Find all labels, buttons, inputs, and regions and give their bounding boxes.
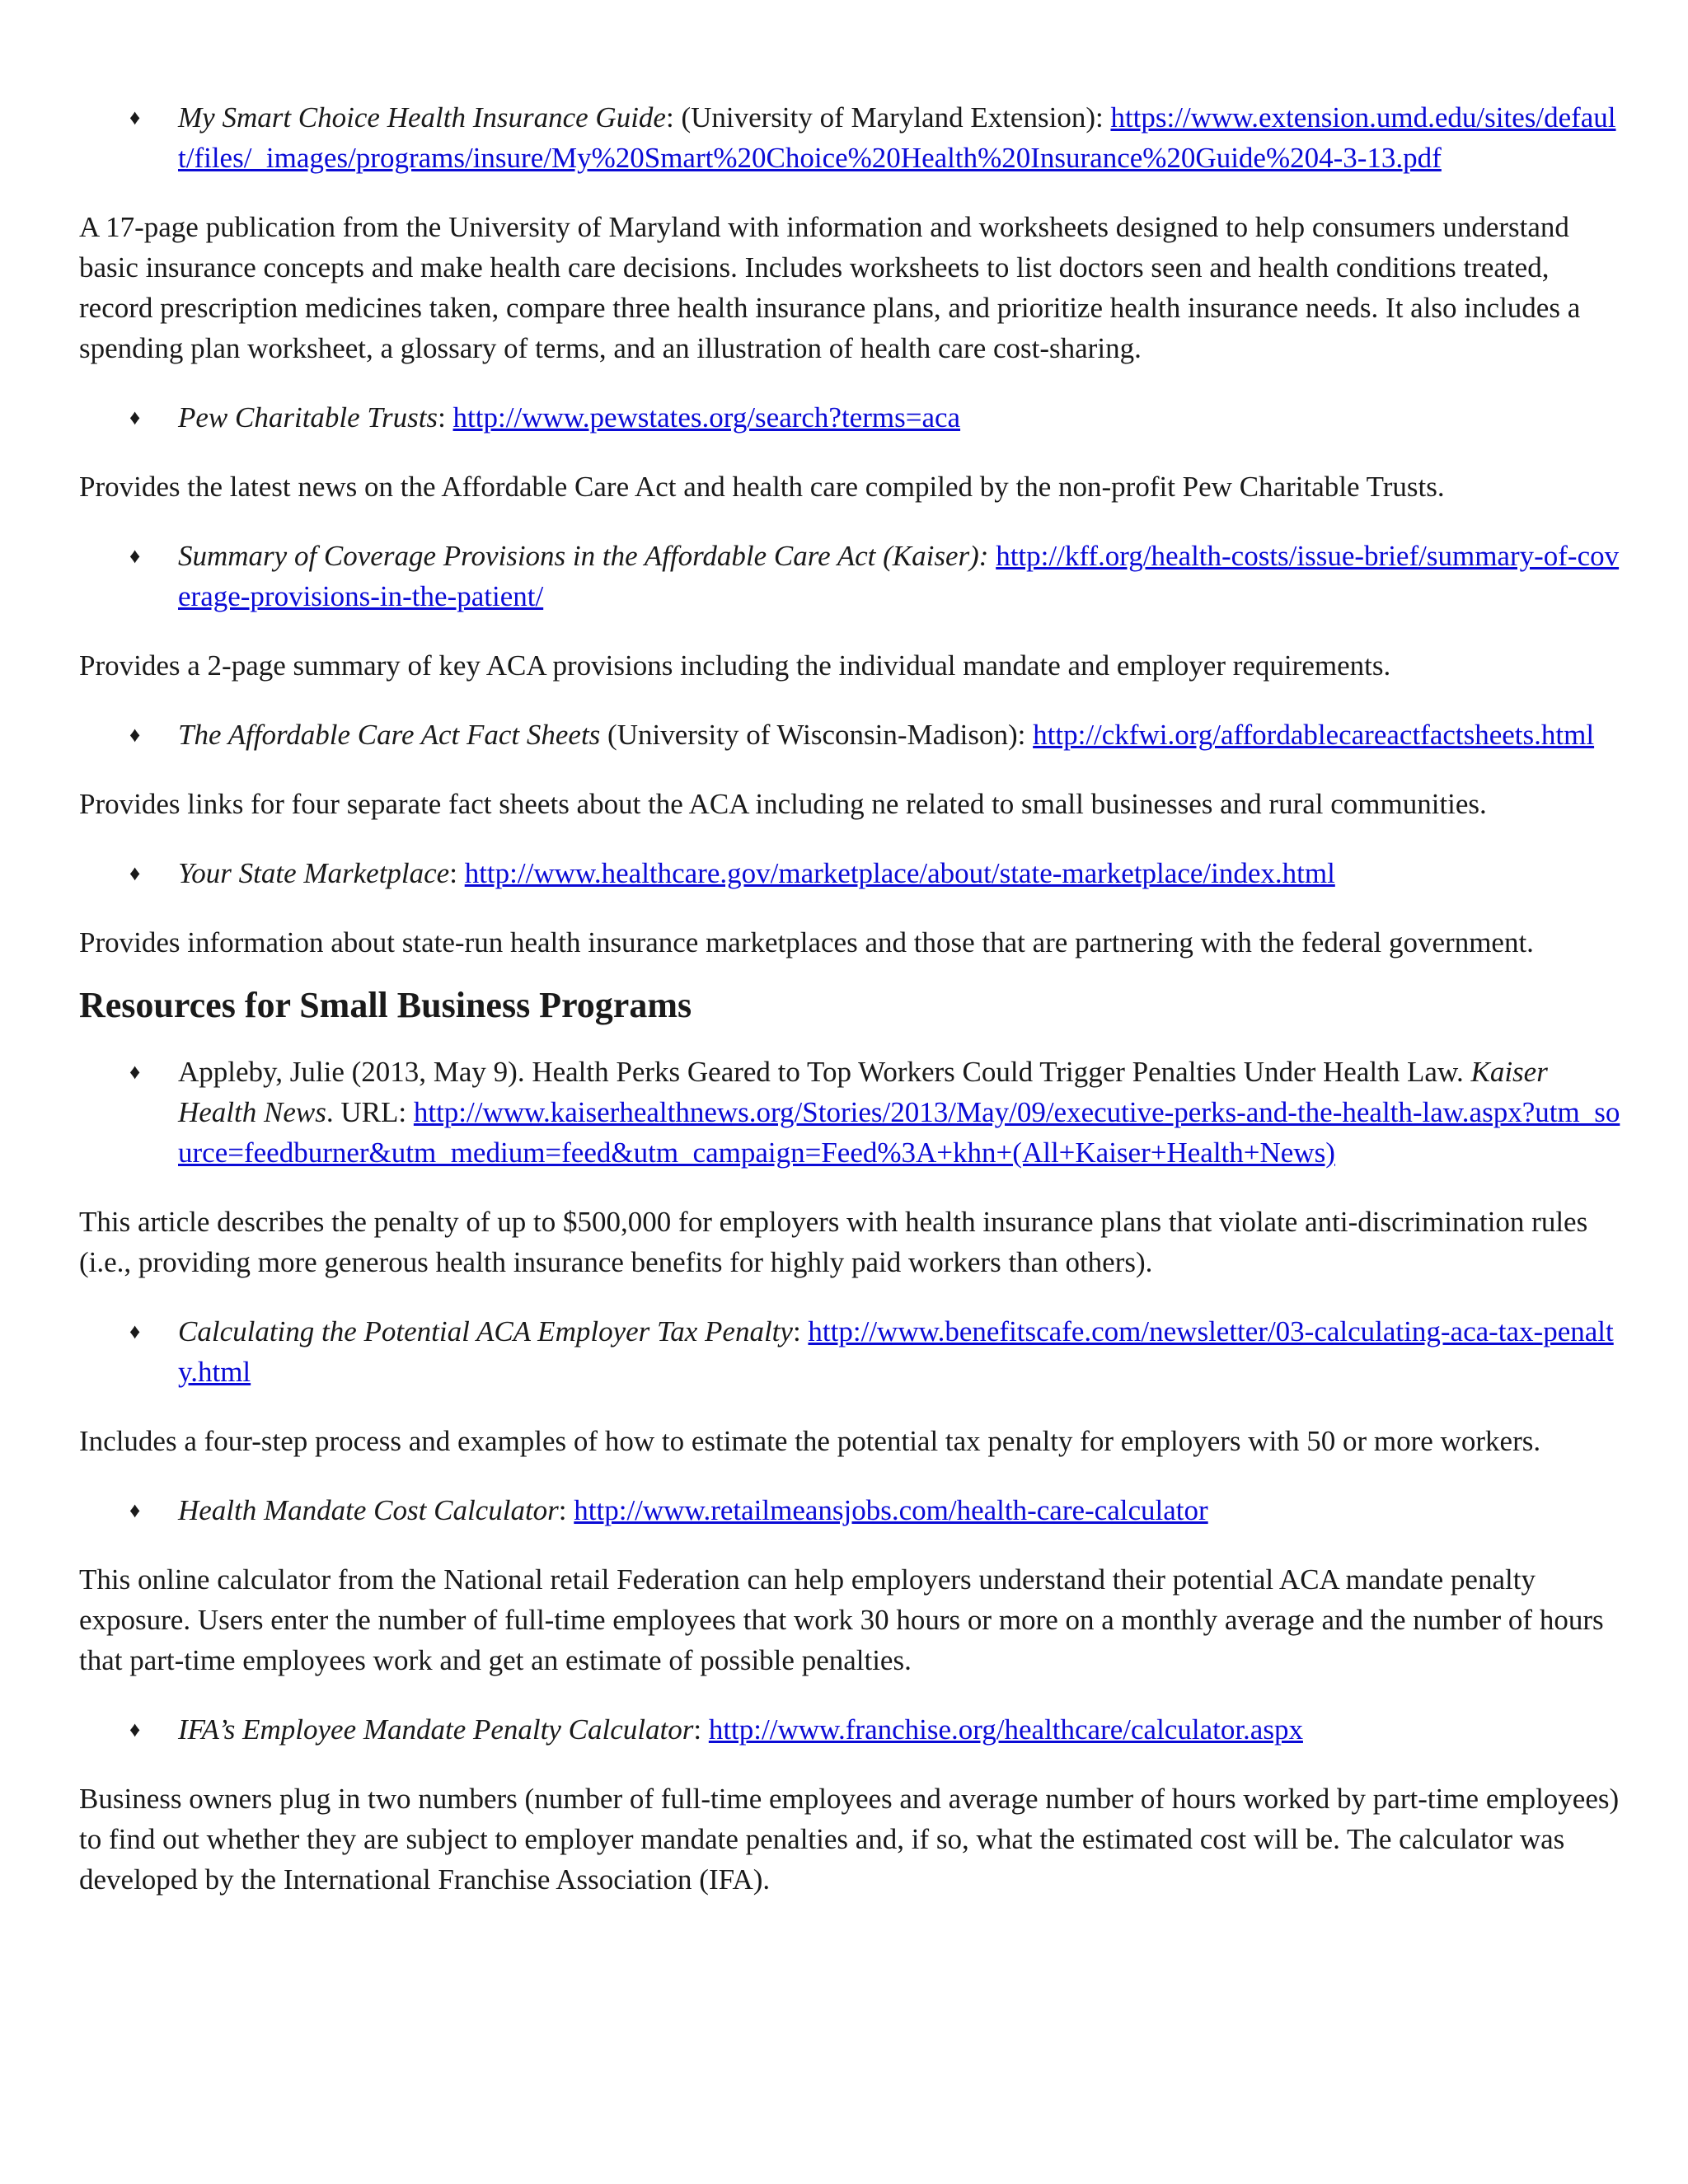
resource-title: Summary of Coverage Provisions in the Affordable Care Act (Kaiser): xyxy=(178,540,989,572)
resource-description: Provides a 2-page summary of key ACA provisions including the individual mandate and employer requirements. xyxy=(79,649,1391,682)
diamond-bullet-icon: ♦ xyxy=(129,405,141,429)
diamond-bullet-icon: ♦ xyxy=(129,1060,141,1084)
resource-bullet xyxy=(79,1490,1622,1530)
citation-url-label: . URL: xyxy=(326,1096,414,1128)
resource-description: Provides information about state-run health insurance marketplaces and those that are partnering with the federal government. xyxy=(79,926,1534,958)
resource-title: Calculating the Potential ACA Employer Tax Penalty xyxy=(178,1315,793,1347)
resource-source: : xyxy=(558,1494,574,1526)
diamond-bullet-icon: ♦ xyxy=(129,105,141,129)
resource-description: Business owners plug in two numbers (number of full-time employees and average number of hours worked by part-time employees) to find out whether they are subject to employer mandate penalties and, if so, what the estimated cost will be. The calculator was developed by the International Franchise Association (IFA). xyxy=(79,1783,1620,1896)
resource-source: : xyxy=(792,1315,809,1347)
diamond-bullet-icon: ♦ xyxy=(129,861,141,885)
citation-description: This article describes the penalty of up to $500,000 for employers with health insurance plans that violate anti-discrimination rules (i.e., providing more generous health insurance benefits for highly paid workers than others). xyxy=(79,1206,1588,1278)
resource-title: Pew Charitable Trusts xyxy=(178,401,438,434)
resource-bullet xyxy=(79,715,1622,755)
resource-description: Includes a four-step process and examples of how to estimate the potential tax penalty for employers with 50 or more workers. xyxy=(79,1425,1541,1457)
diamond-bullet-icon: ♦ xyxy=(129,544,141,568)
section-heading: Resources for Small Business Programs xyxy=(79,985,692,1025)
resource-source: : xyxy=(438,401,453,434)
diamond-bullet-icon: ♦ xyxy=(129,1498,141,1522)
resource-source: : (University of Maryland Extension): xyxy=(665,101,1111,134)
resource-description: A 17-page publication from the University of Maryland with information and worksheets designed to help consumers understand basic insurance concepts and make health care decisions. Includes worksheets to list doctors seen and health conditions treated, record prescription medicines taken, compare three health insurance plans, and prioritize health insurance needs. It also includes a spending plan worksheet, a glossary of terms, and an illustration of health care cost-sharing. xyxy=(79,211,1581,364)
resource-source: : xyxy=(449,857,465,889)
resource-description: Provides the latest news on the Affordable Care Act and health care compiled by the non-profit Pew Charitable Trusts. xyxy=(79,471,1445,503)
resource-bullet xyxy=(79,853,1622,893)
resource-source xyxy=(988,540,996,572)
resource-description: Provides links for four separate fact sheets about the ACA including ne related to small businesses and rural communities. xyxy=(79,788,1487,820)
resource-title: Health Mandate Cost Calculator xyxy=(178,1494,559,1526)
resource-link[interactable]: http://kff.org/health-costs/issue-brief/summary-of-coverage-provisions-in-the-patient/ xyxy=(178,540,1620,612)
diamond-bullet-icon: ♦ xyxy=(129,723,141,747)
resource-bullet xyxy=(79,1311,1622,1392)
diamond-bullet-icon: ♦ xyxy=(129,1319,141,1343)
resource-source: (University of Wisconsin-Madison): xyxy=(600,719,1034,751)
resource-bullet xyxy=(79,536,1622,616)
resource-link[interactable]: http://www.retailmeansjobs.com/health-care-calculator xyxy=(574,1494,1208,1526)
diamond-bullet-icon: ♦ xyxy=(129,1718,141,1741)
resource-title: Your State Marketplace xyxy=(178,857,450,889)
citation-journal: Kaiser Health News xyxy=(178,1056,1548,1128)
resource-bullet xyxy=(79,97,1622,178)
resource-title: The Affordable Care Act Fact Sheets xyxy=(178,719,601,751)
resource-description: This online calculator from the National retail Federation can help employers understand their potential ACA mandate penalty exposure. Users enter the number of full-time employees that work 30 hours or more on a monthly average and the number of hours that part-time employees work and get an estimate of possible penalties. xyxy=(79,1563,1604,1676)
resource-title: My Smart Choice Health Insurance Guide xyxy=(178,101,666,134)
citation-text: Appleby, Julie (2013, May 9). Health Perks Geared to Top Workers Could Trigger Penalties Under Health Law. xyxy=(178,1056,1471,1088)
resource-link[interactable]: https://www.extension.umd.edu/sites/default/files/_images/programs/insure/My%20Smart%20Choice%20Health%20Insurance%20Guide%204-3-13.pdf xyxy=(178,101,1616,174)
resource-source: : xyxy=(693,1713,709,1746)
resource-link[interactable]: http://www.pewstates.org/search?terms=aca xyxy=(452,401,961,434)
resource-bullet xyxy=(79,1709,1622,1750)
resource-link[interactable]: http://ckfwi.org/affordablecareactfactsheets.html xyxy=(1033,719,1595,751)
resource-title: IFA’s Employee Mandate Penalty Calculator xyxy=(178,1713,694,1746)
citation-link[interactable]: http://www.kaiserhealthnews.org/Stories/2013/May/09/executive-perks-and-the-health-law.aspx?utm_source=feedburner&utm_medium=feed&utm_campaign=Feed%3A+khn+(All+Kaiser+Health+News) xyxy=(178,1096,1620,1169)
resource-link[interactable]: http://www.franchise.org/healthcare/calculator.aspx xyxy=(708,1713,1303,1746)
resource-link[interactable]: http://www.benefitscafe.com/newsletter/03-calculating-aca-tax-penalty.html xyxy=(178,1315,1614,1388)
resource-link[interactable]: http://www.healthcare.gov/marketplace/about/state-marketplace/index.html xyxy=(464,857,1335,889)
resource-bullet xyxy=(79,397,1622,438)
citation-bullet xyxy=(79,1052,1622,1173)
